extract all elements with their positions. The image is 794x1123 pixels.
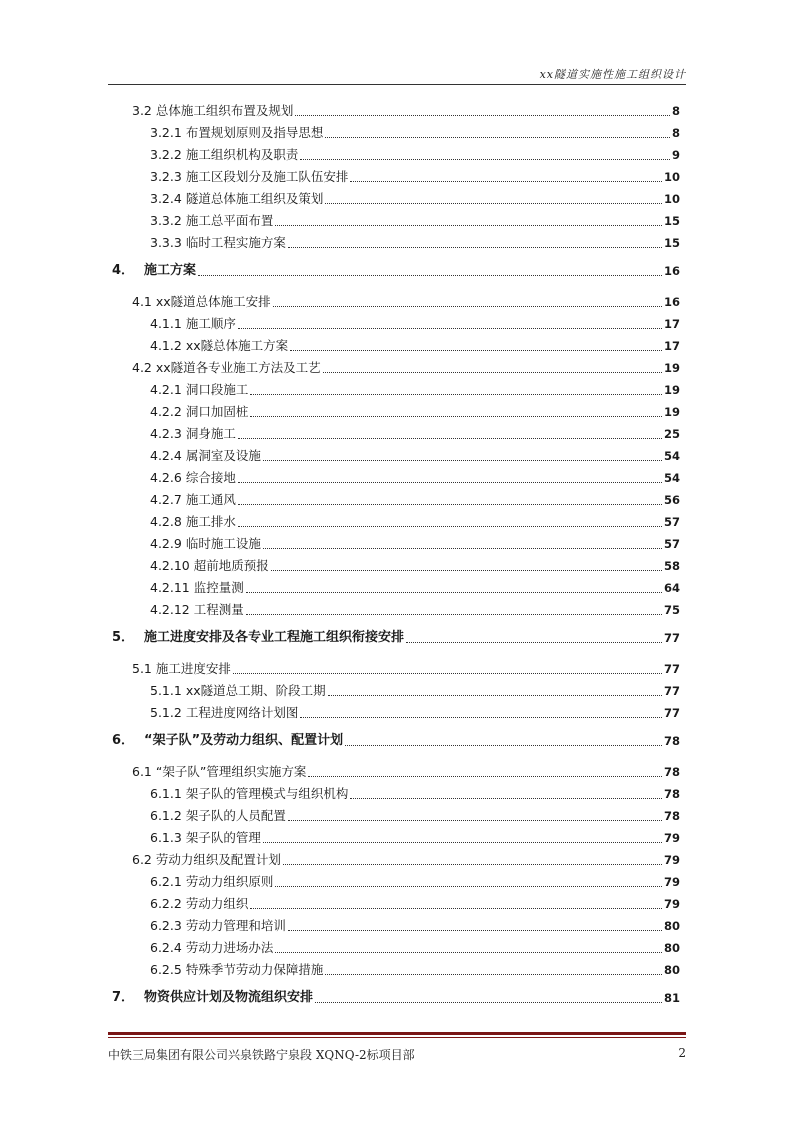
toc-entry[interactable] [132, 102, 680, 120]
toc-entry-title: 属洞室及设施 [185, 448, 261, 463]
toc-entry[interactable] [112, 262, 680, 280]
toc-entry[interactable] [150, 579, 680, 597]
toc-leader-dots [250, 393, 662, 395]
toc-entry-page: 17 [663, 317, 680, 331]
toc-entry[interactable] [150, 315, 680, 333]
toc-entry-page: 10 [663, 170, 680, 184]
toc-entry-title: 超前地质预报 [193, 558, 269, 573]
toc-leader-dots [273, 305, 662, 307]
toc-entry-number: 5． [112, 630, 135, 645]
toc-entry-number: 4.1.2 [150, 338, 182, 353]
toc-entry-page: 57 [663, 515, 680, 529]
toc-entry-number: 4.2.11 [150, 580, 190, 595]
toc-entry[interactable] [150, 469, 680, 487]
toc-entry-page: 77 [663, 706, 680, 720]
toc-entry-number: 6.2 [132, 852, 152, 867]
toc-leader-dots [275, 224, 662, 226]
toc-leader-dots [295, 114, 670, 116]
toc-entry[interactable] [150, 513, 680, 531]
toc-entry-number: 6.2.1 [150, 874, 182, 889]
toc-leader-dots [288, 246, 662, 248]
toc-entry-page: 81 [663, 991, 680, 1005]
toc-entry-title: “架子队”及劳动力组织、配置计划 [144, 733, 344, 748]
toc-entry-title: 架子队的管理 [185, 830, 261, 845]
toc-entry-page: 77 [663, 631, 680, 645]
toc-leader-dots [300, 716, 662, 718]
toc-leader-dots [263, 459, 662, 461]
toc-entry-page: 15 [663, 236, 680, 250]
toc-entry[interactable] [150, 381, 680, 399]
toc-leader-dots [275, 951, 662, 953]
toc-leader-dots [250, 415, 662, 417]
toc-leader-dots [290, 349, 662, 351]
toc-entry[interactable] [150, 961, 680, 979]
toc-leader-dots [238, 481, 662, 483]
toc-entry-number: 4.1.1 [150, 316, 182, 331]
toc-entry-title: xx隧总体施工方案 [185, 338, 289, 353]
toc-entry-number: 4.2.7 [150, 492, 182, 507]
toc-leader-dots [263, 841, 662, 843]
toc-entry-page: 78 [663, 734, 680, 748]
header-title: xx隧道实施性施工组织设计 [539, 68, 686, 81]
toc-entry[interactable] [132, 851, 680, 869]
toc-entry-page: 19 [663, 361, 680, 375]
toc-leader-dots [271, 569, 662, 571]
toc-entry-page: 16 [663, 295, 680, 309]
toc-entry-title: xx隧道总工期、阶段工期 [185, 683, 326, 698]
toc-leader-dots [350, 797, 662, 799]
toc-entry-number: 5.1.1 [150, 683, 182, 698]
toc-entry[interactable] [150, 917, 680, 935]
toc-entry[interactable] [150, 146, 680, 164]
toc-entry-number: 6． [112, 733, 135, 748]
toc-entry-title: 劳动力管理和培训 [185, 918, 286, 933]
toc-entry-title: “架子队”管理组织实施方案 [155, 764, 307, 779]
toc-entry-number: 6.1 [132, 764, 152, 779]
toc-entry[interactable] [150, 168, 680, 186]
toc-entry-title: 临时工程实施方案 [185, 235, 286, 250]
toc-entry[interactable] [150, 557, 680, 575]
toc-entry-page: 19 [663, 405, 680, 419]
toc-entry-page: 77 [663, 662, 680, 676]
toc-entry[interactable] [132, 660, 680, 678]
toc-entry-page: 9 [671, 148, 680, 162]
toc-entry-title: 工程测量 [193, 602, 244, 617]
toc-entry[interactable] [150, 491, 680, 509]
toc-entry[interactable] [112, 732, 680, 750]
toc-entry[interactable] [150, 447, 680, 465]
toc-entry-page: 54 [663, 449, 680, 463]
toc-entry[interactable] [132, 293, 680, 311]
toc-entry-number: 3.2.2 [150, 147, 182, 162]
toc-entry-number: 3.3.3 [150, 235, 182, 250]
toc-leader-dots [325, 136, 670, 138]
toc-entry-title: 物资供应计划及物流组织安排 [144, 990, 314, 1005]
toc-entry-page: 54 [663, 471, 680, 485]
toc-entry[interactable] [150, 807, 680, 825]
toc-entry[interactable] [150, 939, 680, 957]
toc-entry-number: 3.3.2 [150, 213, 182, 228]
toc-entry-number: 6.2.2 [150, 896, 182, 911]
toc-entry-number: 4.2.1 [150, 382, 182, 397]
toc-entry-page: 79 [663, 897, 680, 911]
toc-entry-title: 施工进度安排 [155, 661, 231, 676]
toc-entry-page: 56 [663, 493, 680, 507]
toc-leader-dots [246, 613, 662, 615]
toc-entry-number: 6.2.4 [150, 940, 182, 955]
toc-entry[interactable] [150, 873, 680, 891]
toc-entry[interactable] [112, 989, 680, 1007]
toc-entry-page: 64 [663, 581, 680, 595]
toc-entry[interactable] [150, 425, 680, 443]
toc-entry[interactable] [150, 682, 680, 700]
toc-entry[interactable] [150, 704, 680, 722]
toc-entry-title: 洞身施工 [185, 426, 236, 441]
toc-entry-title: 施工方案 [144, 263, 197, 278]
toc-entry-number: 4.2.4 [150, 448, 182, 463]
toc-entry-page: 78 [663, 787, 680, 801]
toc-leader-dots [350, 180, 662, 182]
toc-leader-dots [288, 929, 662, 931]
toc-entry-title: 施工区段划分及施工队伍安排 [185, 169, 349, 184]
toc-entry-number: 4． [112, 263, 135, 278]
toc-entry-number: 3.2.4 [150, 191, 182, 206]
toc-entry-page: 79 [663, 853, 680, 867]
toc-entry-title: 监控量测 [193, 580, 244, 595]
toc-entry-page: 10 [663, 192, 680, 206]
toc-entry-number: 4.2.3 [150, 426, 182, 441]
toc-leader-dots [325, 973, 662, 975]
toc-leader-dots [283, 863, 662, 865]
toc-entry-number: 6.1.1 [150, 786, 182, 801]
toc-entry-number: 6.1.3 [150, 830, 182, 845]
toc-leader-dots [328, 694, 662, 696]
toc-entry-page: 80 [663, 941, 680, 955]
toc-entry-page: 15 [663, 214, 680, 228]
toc-leader-dots [300, 158, 670, 160]
toc-entry-title: 施工进度安排及各专业工程施工组织衔接安排 [144, 630, 405, 645]
toc-leader-dots [315, 1001, 662, 1003]
toc-entry-number: 6.2.3 [150, 918, 182, 933]
toc-leader-dots [198, 274, 662, 276]
toc-leader-dots [275, 885, 662, 887]
toc-entry-title: 布置规划原则及指导思想 [185, 125, 324, 140]
toc-entry-number: 4.2.12 [150, 602, 190, 617]
toc-entry-title: 综合接地 [185, 470, 236, 485]
toc-entry-title: 施工组织机构及职责 [185, 147, 299, 162]
toc-entry-title: 架子队的人员配置 [185, 808, 286, 823]
toc-entry[interactable] [150, 829, 680, 847]
toc-leader-dots [233, 672, 662, 674]
toc-entry-page: 25 [663, 427, 680, 441]
toc-entry[interactable] [150, 785, 680, 803]
toc-entry-page: 8 [671, 126, 680, 140]
toc-entry[interactable] [150, 190, 680, 208]
toc-entry-title: 洞口加固桩 [185, 404, 249, 419]
toc-entry-page: 17 [663, 339, 680, 353]
toc-entry-number: 4.2.2 [150, 404, 182, 419]
toc-entry-number: 6.2.5 [150, 962, 182, 977]
toc-entry-title: 劳动力组织及配置计划 [155, 852, 281, 867]
header-rule [108, 84, 686, 85]
toc-entry-title: 工程进度网络计划图 [185, 705, 299, 720]
toc-entry-number: 7． [112, 990, 135, 1005]
toc-entry-page: 16 [663, 264, 680, 278]
toc-entry-page: 79 [663, 831, 680, 845]
toc-leader-dots [238, 437, 662, 439]
toc-entry-number: 4.2 [132, 360, 152, 375]
toc-entry-title: 架子队的管理模式与组织机构 [185, 786, 349, 801]
toc-entry[interactable] [150, 337, 680, 355]
footer-page-number: 2 [678, 1046, 686, 1060]
toc-entry[interactable] [112, 629, 680, 647]
toc-entry[interactable] [150, 403, 680, 421]
toc-entry-page: 78 [663, 765, 680, 779]
toc-entry-title: 施工通风 [185, 492, 236, 507]
toc-entry-number: 6.1.2 [150, 808, 182, 823]
toc-leader-dots [308, 775, 662, 777]
toc-entry-number: 4.2.10 [150, 558, 190, 573]
toc-entry-page: 19 [663, 383, 680, 397]
toc-entry-title: 施工排水 [185, 514, 236, 529]
footer-rule-thin [108, 1037, 686, 1038]
toc-entry-number: 4.2.6 [150, 470, 182, 485]
toc-entry-title: 特殊季节劳动力保障措施 [185, 962, 324, 977]
toc-leader-dots [325, 202, 662, 204]
footer-rule-thick [108, 1032, 686, 1035]
toc-leader-dots [246, 591, 662, 593]
toc-entry-number: 5.1.2 [150, 705, 182, 720]
footer-company: 中铁三局集团有限公司兴泉铁路宁泉段 XQNQ-2标项目部 [108, 1048, 415, 1062]
toc-entry-number: 3.2.3 [150, 169, 182, 184]
toc-entry[interactable] [150, 895, 680, 913]
toc-entry[interactable] [150, 601, 680, 619]
toc-leader-dots [406, 641, 662, 643]
toc-entry-page: 8 [671, 104, 680, 118]
toc-entry-title: 劳动力组织原则 [185, 874, 274, 889]
toc-entry-number: 5.1 [132, 661, 152, 676]
toc-entry-number: 3.2.1 [150, 125, 182, 140]
toc-leader-dots [238, 327, 662, 329]
toc-entry-page: 79 [663, 875, 680, 889]
toc-entry-title: 临时施工设施 [185, 536, 261, 551]
toc-entry[interactable] [150, 212, 680, 230]
toc-entry-page: 78 [663, 809, 680, 823]
toc-leader-dots [238, 525, 662, 527]
toc-leader-dots [250, 907, 662, 909]
toc-entry-title: 施工总平面布置 [185, 213, 274, 228]
toc-entry-page: 77 [663, 684, 680, 698]
toc-entry-number: 4.2.9 [150, 536, 182, 551]
toc-entry-title: 隧道总体施工组织及策划 [185, 191, 324, 206]
toc-entry[interactable] [150, 124, 680, 142]
toc-entry-number: 4.2.8 [150, 514, 182, 529]
toc-entry-page: 57 [663, 537, 680, 551]
toc-entry[interactable] [132, 763, 680, 781]
toc-entry-title: 总体施工组织布置及规划 [155, 103, 294, 118]
toc-entry-title: 洞口段施工 [185, 382, 249, 397]
toc-leader-dots [323, 371, 662, 373]
toc-entry[interactable] [132, 359, 680, 377]
toc-leader-dots [238, 503, 662, 505]
toc-leader-dots [288, 819, 662, 821]
toc-entry[interactable] [150, 535, 680, 553]
toc-entry-page: 80 [663, 963, 680, 977]
toc-entry[interactable] [150, 234, 680, 252]
toc-entry-number: 3.2 [132, 103, 152, 118]
toc-entry-number: 4.1 [132, 294, 152, 309]
toc-entry-title: 劳动力进场办法 [185, 940, 274, 955]
toc-entry-page: 75 [663, 603, 680, 617]
toc-entry-title: 施工顺序 [185, 316, 236, 331]
toc-entry-title: xx隧道总体施工安排 [155, 294, 271, 309]
toc-entry-title: xx隧道各专业施工方法及工艺 [155, 360, 321, 375]
toc-leader-dots [345, 744, 662, 746]
toc-entry-page: 58 [663, 559, 680, 573]
toc-leader-dots [263, 547, 662, 549]
toc-entry-title: 劳动力组织 [185, 896, 249, 911]
toc-entry-page: 80 [663, 919, 680, 933]
